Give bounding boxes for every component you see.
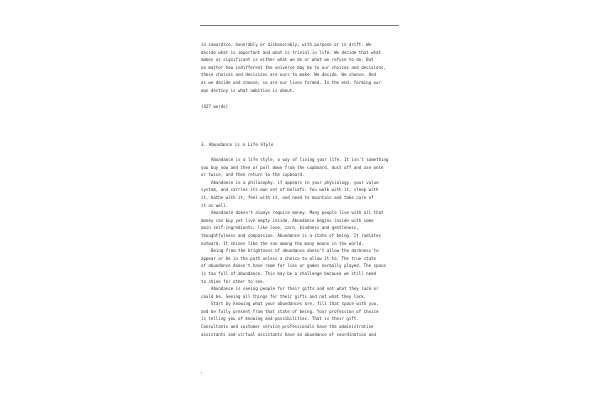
text-line: and be fully present from that state of being. Your profession of choice <box>201 308 379 314</box>
text-line: you buy now and then or pull down from the cupboard, dust off and use once <box>201 164 384 170</box>
text-line: decide what is important and what is trivial in life. We decide that what <box>201 49 381 55</box>
text-line: could be. Seeing all things for their gifts and not what they lack. <box>201 293 367 299</box>
paragraph-first-line: Abundance is a life style, a way of living your life. It isn't something <box>211 157 389 162</box>
text-line: money can buy yet live empty inside. Abundance begins inside with some <box>201 217 374 223</box>
text-line: to shine for other to see. <box>201 278 266 284</box>
text-line: system, and carries its own set of beliefs. You walk with it, sleep with <box>201 187 379 193</box>
section-heading: 3. Abundance is a Life Style <box>201 143 274 148</box>
paragraph-first-line: Being from the brightness of abundance doesn't allow the darkness to <box>211 248 379 254</box>
text-line: appear or be in the path unless a choice to allow it to. The true state <box>201 255 376 261</box>
text-line: is telling you of knowing and possibilities. That is their gift. <box>201 316 359 322</box>
text-line: Consultants and customer service professionals have the administrative <box>201 324 374 330</box>
text-line: in cowardice, honorably or dishonorably, with purpose or in drift. We <box>201 42 372 47</box>
paragraph-first-line: Abundance is a philosophy. it appears in your physiology, your value <box>211 179 379 185</box>
text-line: it, bathe with it, feel with it, and need to maintain and take care of <box>201 194 374 200</box>
page-mark <box>201 372 202 373</box>
paragraph-first-line: Start by knowing what your abundances are, fill that space with you, <box>211 301 379 307</box>
text-line: these choices and decisions are ours to make. We decide. We choose. And <box>201 72 376 78</box>
text-line: it as well. <box>201 202 229 208</box>
word-count: (427 words) <box>201 104 229 109</box>
top-rule <box>200 25 399 26</box>
text-line: makes us significant is either what we do or what we refuse to do. But <box>201 57 374 63</box>
text-line: is too full of abundance. This may be a challenge because we still need <box>201 270 376 276</box>
text-line: own destiny is what ambition is about. <box>201 87 295 93</box>
section-body <box>201 156 400 338</box>
text-line: or twice, and then return to the cupboard. <box>201 172 305 178</box>
paragraph-first-line: Abundance is seeing people for their gifts and not what they lack or <box>211 286 379 292</box>
text-line: main self-ingredients, like love, care, kindness and gentleness, <box>201 225 359 231</box>
text-line: no matter how indifferent the universe may be to our choices and decisions, <box>201 64 386 70</box>
previous-section-text <box>201 41 400 94</box>
text-line: as we decide and choose, so are our lives formed. In the end, forming our <box>201 79 381 85</box>
text-line: outward. It shines like the sun among the many moons in the world. <box>201 240 364 246</box>
text-line: of abundance doesn't have room for lies or games normally played. The space <box>201 263 386 269</box>
text-line: thoughtfulness and compassion. Abundance is a state of being. It radiates <box>201 232 381 238</box>
paragraph-first-line: Abundance doesn't always require money. Many people live with all that <box>211 210 384 216</box>
text-line: assistants and virtual assistants have an abundance of coordination and <box>201 331 376 337</box>
